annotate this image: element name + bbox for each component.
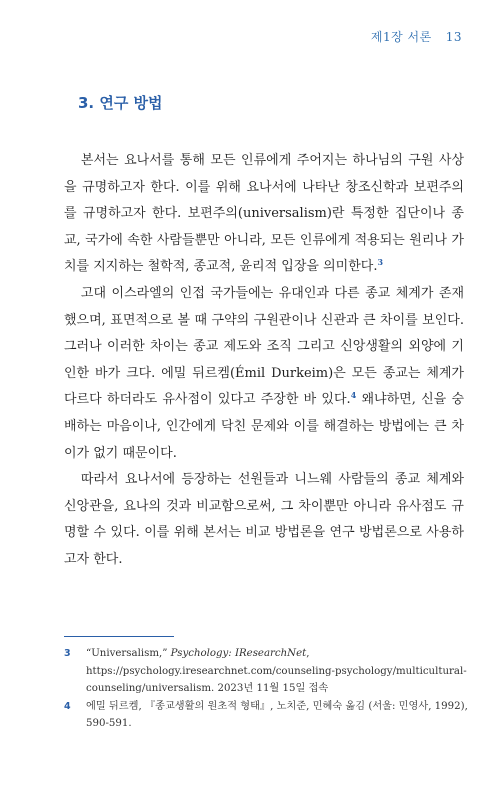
footnote-3-post: , https://psychology.iresearchnet.com/counseling-psychology/multicultural-counseling/universalism. 2023년 11월 15일 접속 <box>86 648 467 694</box>
paragraph-1-text: 본서는 요나서를 통해 모든 인류에게 주어지는 하나님의 구원 사상을 규명하고자 한다. 이를 위해 요나서에 나타난 창조신학과 보편주의를 규명하고자 한다. 보편주의(universalism)란 특정한 집단이나 종교, 국가에 속한 사람들뿐만 아니라, 모든 인류에게 적용되는 원리나 가치를 지지하는 철학적, 종교적, 윤리적 입장을 의미한다. <box>64 153 464 275</box>
running-head-chapter: 제1장 서론 <box>370 30 432 44</box>
body-text <box>64 148 464 574</box>
page-number: 13 <box>445 30 462 44</box>
footnote-ref-4[interactable]: 4 <box>350 390 357 401</box>
paragraph-2 <box>64 281 464 467</box>
footnote-ref-3[interactable]: 3 <box>377 257 384 268</box>
footnote-number: 3 <box>64 648 71 659</box>
footnote-3-source: Psychology: IResearchNet <box>170 648 307 659</box>
paragraph-1 <box>64 148 464 281</box>
footnote-4 <box>64 698 469 733</box>
paragraph-2-text-a: 고대 이스라엘의 인접 국가들에는 유대인과 다른 종교 체계가 존재했으며, 표면적으로 볼 때 구약의 구원관이나 신관과 큰 차이를 보인다. 그러나 이러한 차이는 종교 제도와 조직 그리고 신앙생활의 외양에 기인한 바가 크다. 에밀 뒤르켐(Émil Durkeim)은 모든 종교는 체계가 다르다 하더라도 유사점이 있다고 주장한 바 있다. <box>64 285 464 408</box>
footnote-number: 4 <box>64 700 71 712</box>
footnote-text <box>86 645 469 698</box>
footnotes <box>64 645 469 733</box>
footnote-3-pre: “Universalism,” <box>86 648 171 659</box>
paragraph-3 <box>64 467 464 573</box>
running-head <box>371 28 462 45</box>
paragraph-3-text: 따라서 요나서에 등장하는 선원들과 니느웨 사람들의 종교 체계와 신앙관을, 요나의 것과 비교함으로써, 그 차이뿐만 아니라 유사점도 규명할 수 있다. 이를 위해 본서는 비교 방법론을 연구 방법론으로 사용하고자 한다. <box>64 472 464 567</box>
paragraph-2-text-b: 왜냐하면, 신을 숭배하는 마음이나, 인간에게 닥친 문제와 이를 해결하는 방법에는 큰 차이가 없기 때문이다. <box>64 392 464 461</box>
footnote-divider <box>64 636 174 637</box>
section-title: 3. 연구 방법 <box>78 94 163 112</box>
footnote-3 <box>64 645 469 698</box>
footnote-text: 에밀 뒤르켐, 『종교생활의 원초적 형태』, 노치준, 민혜숙 옮김 (서울: 민영사, 1992), 590-591. <box>86 700 468 729</box>
